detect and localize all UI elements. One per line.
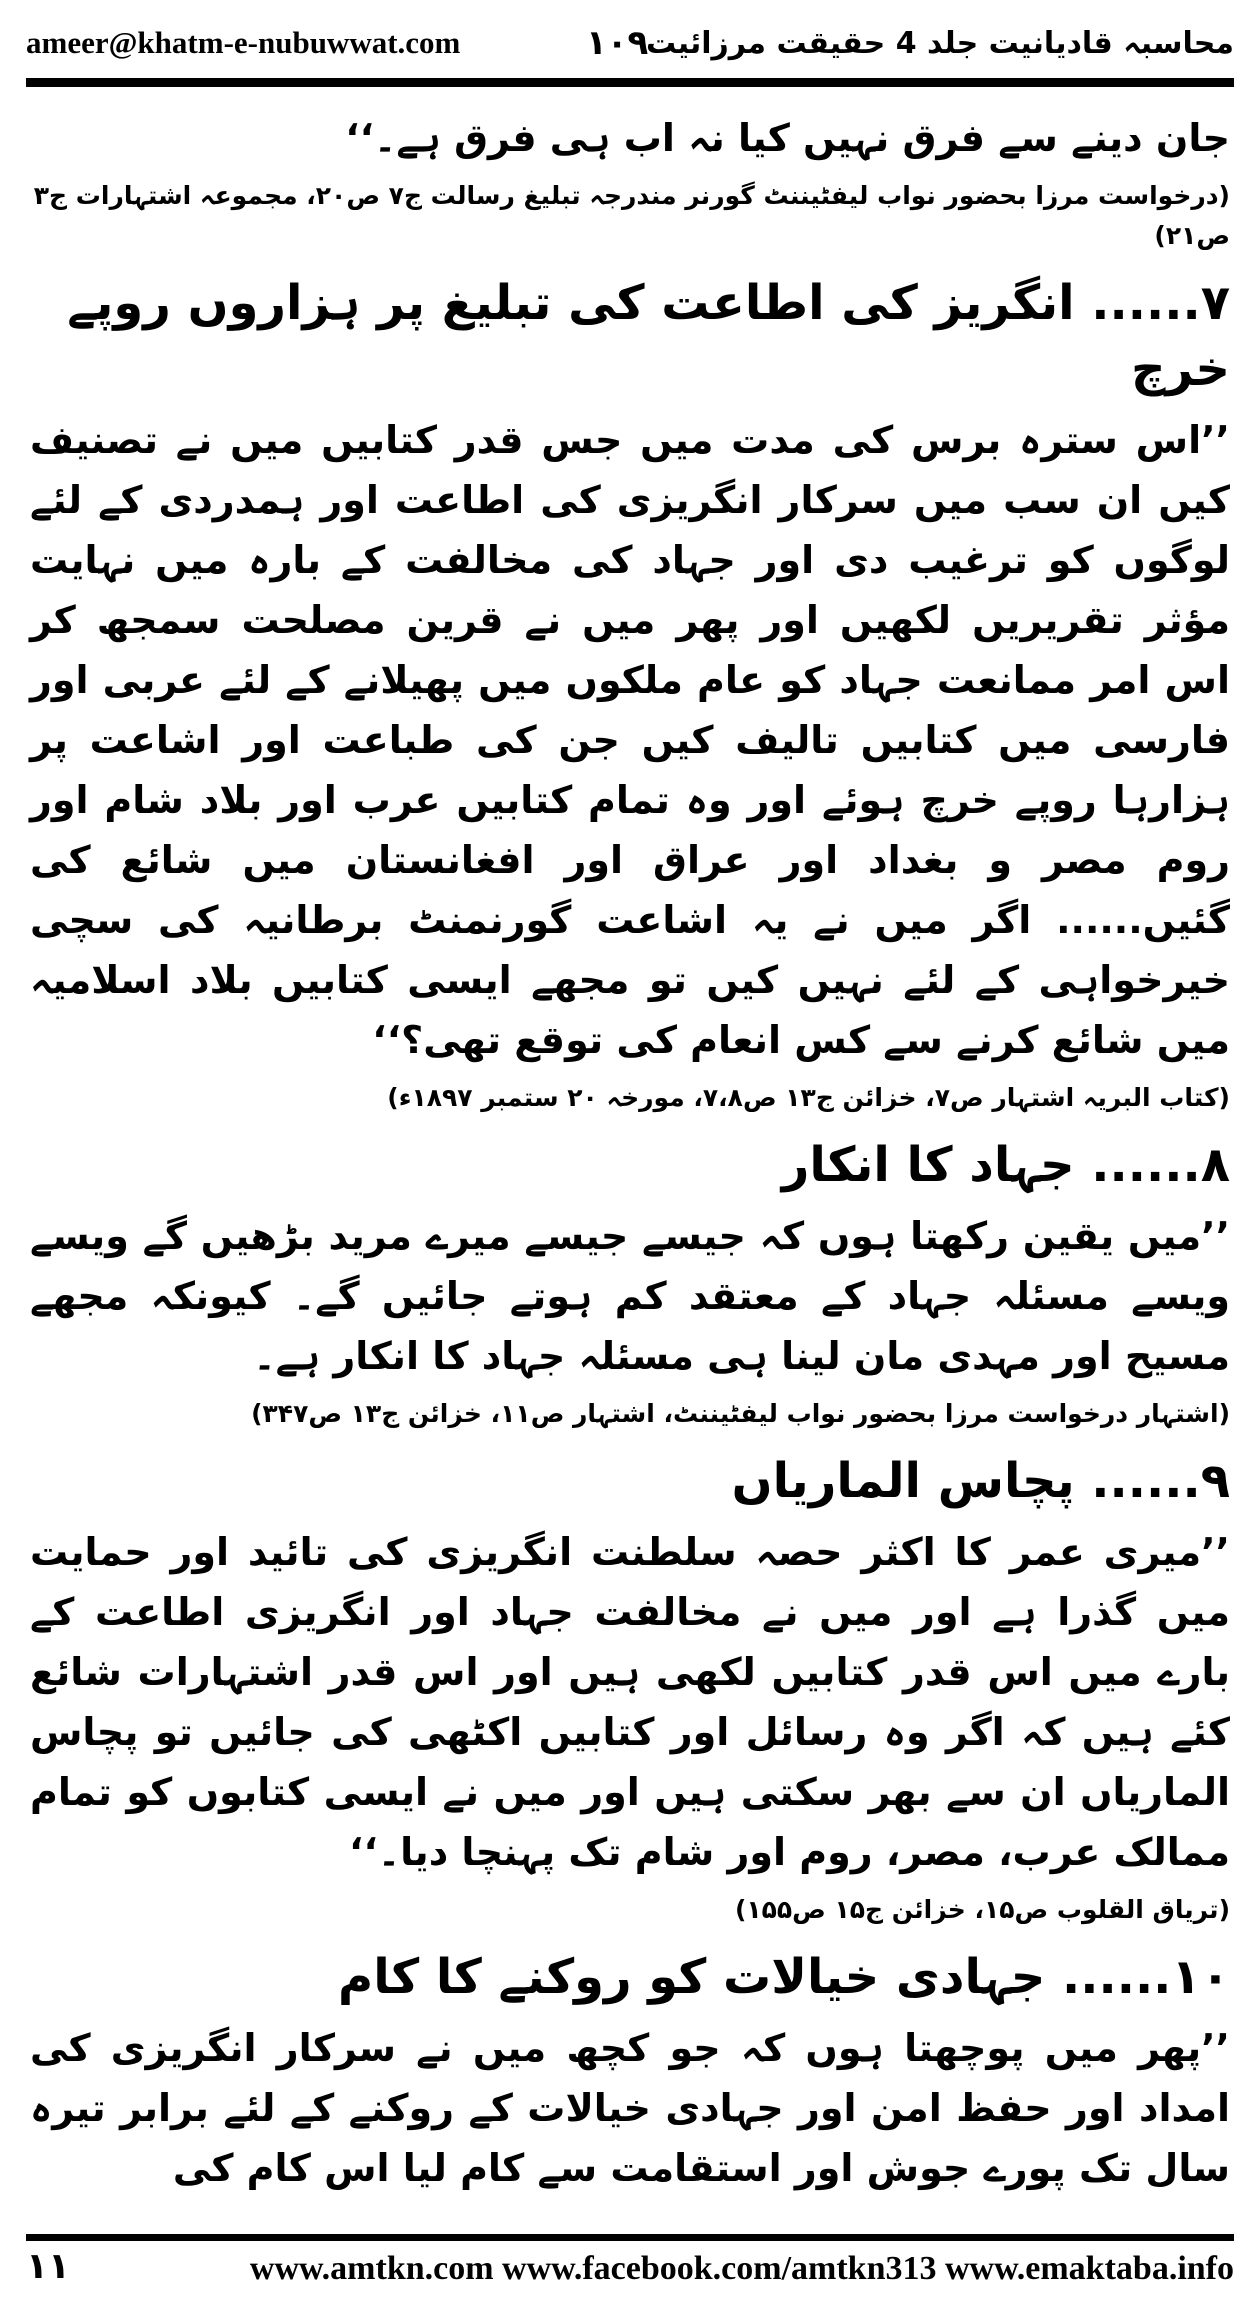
- section-10-heading: ۱۰...... جہادی خیالات کو روکنے کا کام: [338, 1949, 1230, 2005]
- header-rule: [26, 78, 1234, 87]
- footer-websites: www.amtkn.com www.facebook.com/amtkn313 www.emaktaba.info: [249, 2250, 1234, 2287]
- footer-page-number: ۱۱: [26, 2246, 70, 2287]
- section-7-paragraph: ’’اس سترہ برس کی مدت میں جس قدر کتابیں میں نے تصنیف کیں ان سب میں سرکار انگریزی کی اطاعت اور ہمدردی کے لئے لوگوں کو ترغیب دی اور جہاد کی مخالفت کے بارہ میں نہایت مؤثر تقریریں لکھیں اور پھر میں نے قرین مصلحت سمجھ کر اس امر ممانعت جہاد کو عام ملکوں میں پھیلانے کے لئے عربی اور فارسی میں کتابیں تالیف کیں جن کی طباعت اور اشاعت پر ہزارہا روپے خرچ ہوئے اور وہ تمام کتابیں عرب اور بلاد شام اور روم مصر و بغداد اور عراق اور افغانستان میں شائع کی گئیں...... اگر میں نے یہ اشاعت گورنمنٹ برطانیہ کی سچی خیرخواہی کے لئے نہیں کیں تو مجھے ایسی کتابیں بلاد اسلامیہ میں شائع کرنے سے کس انعام کی توقع تھی؟‘‘: [30, 418, 1230, 1062]
- page-footer: [26, 2234, 1234, 2296]
- section-9-heading: ۹...... پچاس الماریاں: [731, 1453, 1230, 1509]
- header-book-title: محاسبہ قادیانیت جلد 4 حقیقت مرزائیت: [645, 25, 1234, 61]
- section-8-paragraph: ’’میں یقین رکھتا ہوں کہ جیسے جیسے میرے مرید بڑھیں گے ویسے ویسے مسئلہ جہاد کے معتقد کم ہوتے جائیں گے۔ کیونکہ مجھے مسیح اور مہدی مان لینا ہی مسئلہ جہاد کا انکار ہے۔: [30, 1214, 1230, 1378]
- section-7-heading: ۷...... انگریز کی اطاعت کی تبلیغ پر ہزاروں روپے خرچ: [67, 275, 1230, 397]
- page-header: [26, 14, 1234, 72]
- intro-paragraph: جان دینے سے فرق نہیں کیا نہ اب ہی فرق ہے۔‘‘: [345, 116, 1230, 160]
- section-8-reference: (اشتہار درخواست مرزا بحضور نواب لیفٹیننٹ، اشتہار ص۱۱، خزائن ج۱۳ ص۳۴۷): [251, 1399, 1230, 1428]
- section-9-reference: (تریاق القلوب ص۱۵، خزائن ج۱۵ ص۱۵۵): [734, 1895, 1230, 1924]
- section-9-paragraph: ’’میری عمر کا اکثر حصہ سلطنت انگریزی کی تائید اور حمایت میں گذرا ہے اور میں نے مخالفت جہاد اور انگریزی اطاعت کے بارے میں اس قدر کتابیں لکھی ہیں اور اس قدر اشتہارات شائع کئے ہیں کہ اگر وہ رسائل اور کتابیں اکٹھی کی جائیں تو پچاس الماریاں ان سے بھر سکتی ہیں اور میں نے ایسی کتابوں کو تمام ممالک عرب، مصر، روم اور شام تک پہنچا دیا۔‘‘: [30, 1530, 1230, 1874]
- page-content: [30, 108, 1230, 2198]
- section-8-heading: ۸...... جہاد کا انکار: [781, 1137, 1230, 1193]
- section-7-reference: (کتاب البریہ اشتہار ص۷، خزائن ج۱۳ ص۷،۸، مورخہ ۲۰ ستمبر ۱۸۹۷ء): [387, 1083, 1230, 1112]
- section-10-paragraph: ’’پھر میں پوچھتا ہوں کہ جو کچھ میں نے سرکار انگریزی کی امداد اور حفظ امن اور جہادی خیالات کے روکنے کے لئے برابر تیرہ سال تک پورے جوش اور استقامت سے کام لیا اس کام کی: [30, 2026, 1230, 2190]
- intro-reference: (درخواست مرزا بحضور نواب لیفٹیننٹ گورنر مندرجہ تبلیغ رسالت ج۷ ص۲۰، مجموعہ اشتہارات ج۳ ص۲۱): [33, 181, 1230, 250]
- header-page-number: ۱۰۹: [586, 23, 649, 63]
- header-email: ameer@khatm-e-nubuwwat.com: [26, 25, 461, 60]
- footer-rule: [26, 2234, 1234, 2241]
